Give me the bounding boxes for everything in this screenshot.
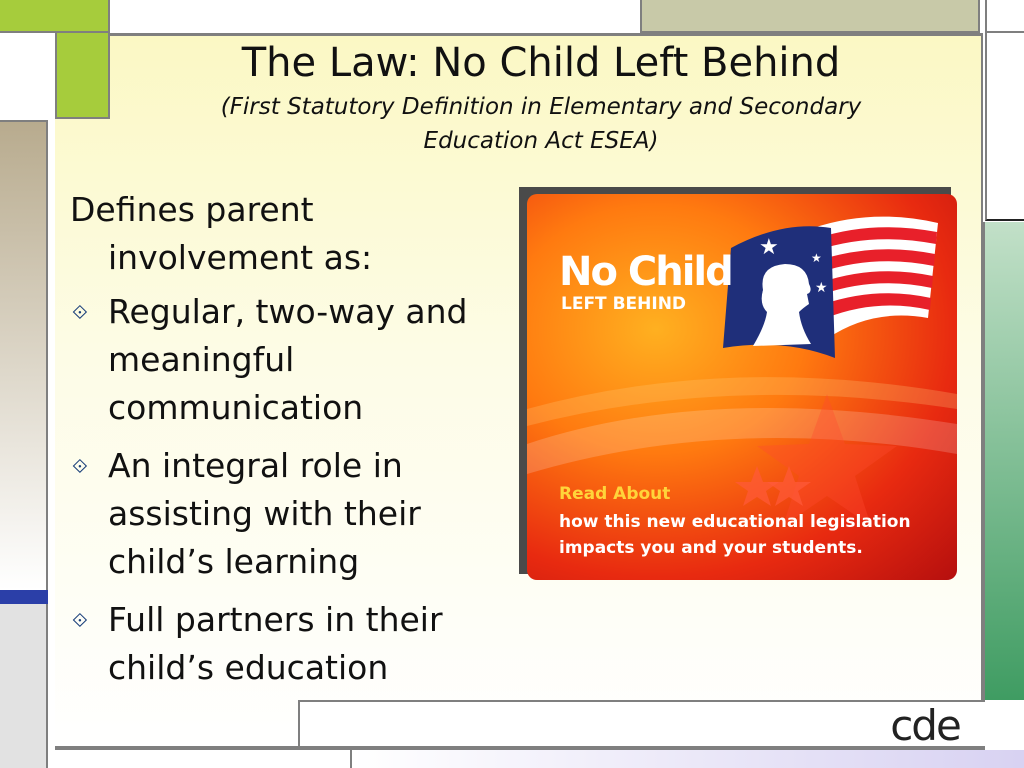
cde-logo: cde (890, 701, 960, 750)
left-blue-stripe (0, 590, 48, 604)
diamond-bullet-icon: ⟐ (72, 300, 88, 324)
green-accent-square (55, 33, 110, 119)
diamond-bullet-icon: ⟐ (72, 454, 88, 478)
corner-green-block (0, 0, 110, 33)
list-item (70, 442, 510, 586)
banner-subtitle: LEFT BEHIND (561, 294, 687, 314)
top-right-block (985, 0, 1024, 33)
read-about-link[interactable]: Read About (559, 484, 671, 504)
bullet-list (70, 186, 510, 702)
left-tan-gradient-block (0, 120, 48, 590)
banner-description-line: impacts you and your students. (559, 538, 863, 558)
right-green-gradient-block (983, 222, 1024, 700)
nclb-banner[interactable] (527, 194, 957, 580)
diamond-bullet-icon: ⟐ (72, 608, 88, 632)
left-gray-block (0, 604, 48, 768)
lead-text: Defines parent involvement as: (70, 190, 373, 277)
list-item (70, 596, 510, 692)
bullet-text: An integral role in assisting with their child’s learning (108, 446, 421, 581)
svg-text:★: ★ (811, 251, 822, 265)
bullet-text: Full partners in their child’s education (108, 600, 443, 687)
right-white-block (985, 33, 1024, 221)
bottom-lilac-stripe (350, 750, 1024, 768)
slide-subtitle (160, 90, 922, 158)
slide-title: The Law: No Child Left Behind (241, 40, 841, 86)
slide-subtitle-text: (First Statutory Definition in Elementary and Secondary Education Act ESEA) (220, 94, 862, 154)
svg-text:★: ★ (815, 280, 828, 296)
list-item (70, 288, 510, 432)
bullet-text: Regular, two-way and meaningful communication (108, 292, 468, 427)
banner-description-line: how this new educational legislation (559, 512, 911, 532)
banner-title: No Child (559, 249, 732, 295)
top-taupe-block (640, 0, 980, 33)
flag-child-silhouette-icon (723, 208, 943, 358)
svg-text:★: ★ (759, 235, 779, 260)
